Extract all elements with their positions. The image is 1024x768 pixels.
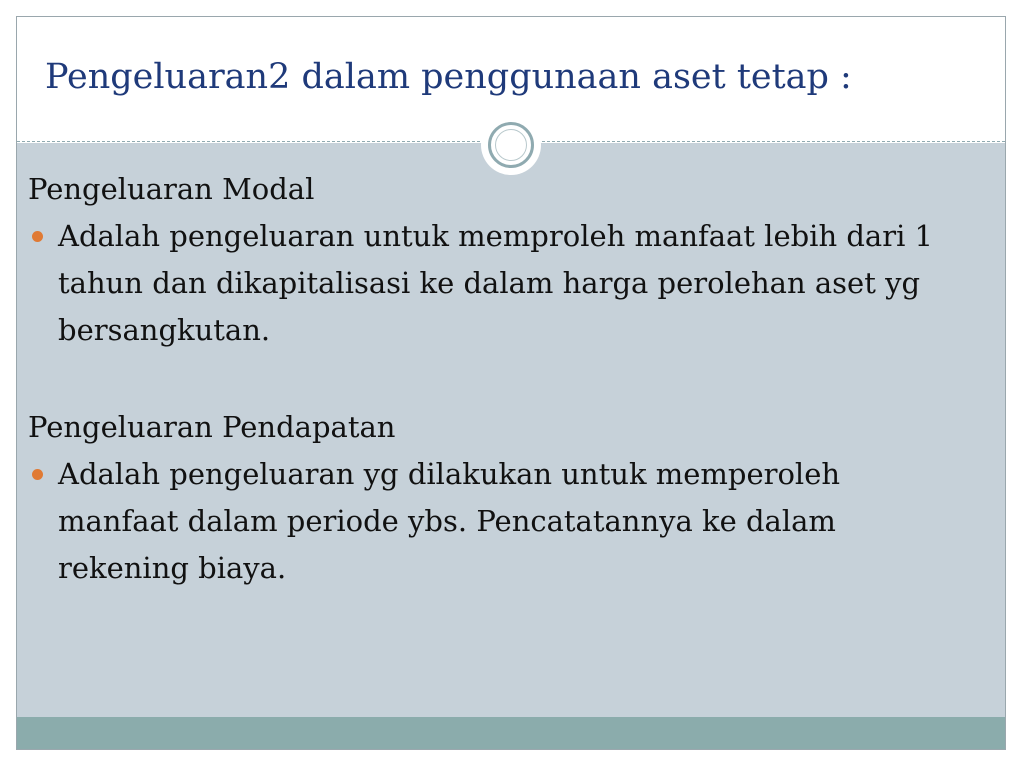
bullet-text-pendapatan: Adalah pengeluaran yg dilakukan untuk memperoleh manfaat dalam periode ybs. Pencatatannya ke dalam rekening biaya.: [58, 457, 841, 585]
section-heading-modal: Pengeluaran Modal: [28, 172, 315, 206]
bullet-dot-icon: [32, 469, 43, 480]
bullet-item-pendapatan: [28, 451, 968, 592]
bullet-item-modal: [28, 213, 968, 354]
bottom-band: [17, 717, 1005, 750]
section-heading-pendapatan: Pengeluaran Pendapatan: [28, 410, 396, 444]
slide-body: [28, 166, 968, 592]
bullet-text-modal: Adalah pengeluaran untuk memproleh manfaat lebih dari 1 tahun dan dikapitalisasi ke dalam harga perolehan aset yg bersangkutan.: [58, 219, 934, 347]
bullet-dot-icon: [32, 231, 43, 242]
slide-title: Pengeluaran2 dalam penggunaan aset tetap :: [45, 57, 852, 97]
